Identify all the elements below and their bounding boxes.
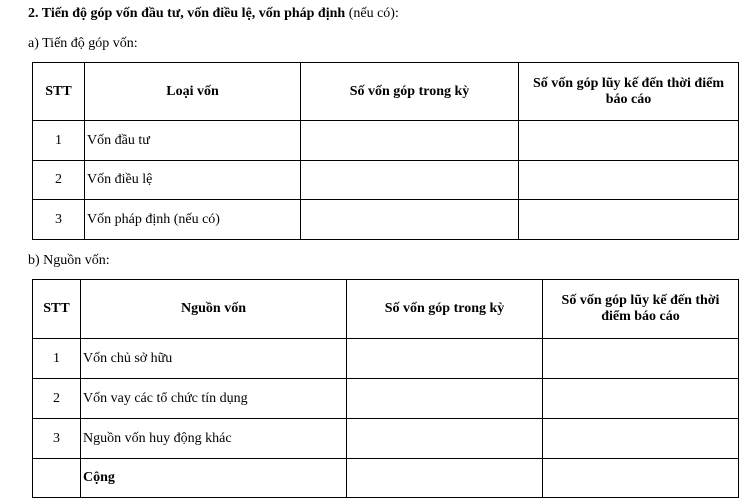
table-row — [33, 161, 739, 200]
column-header-cumulative-contributed: Số vốn góp lũy kế đến thời điểm báo cáo — [519, 63, 739, 121]
cell-cumulative-contributed[interactable] — [543, 379, 739, 419]
column-header-capital-source: Nguồn vốn — [81, 280, 347, 339]
row-name: Vốn pháp định (nếu có) — [85, 200, 301, 240]
cell-cumulative-contributed[interactable] — [519, 121, 739, 161]
cell-cumulative-contributed[interactable] — [519, 200, 739, 240]
cell-contributed-in-period[interactable] — [347, 379, 543, 419]
table-header-row — [33, 280, 739, 339]
table-total-row — [33, 459, 739, 498]
table-row — [33, 121, 739, 161]
cell-contributed-in-period-total[interactable] — [347, 459, 543, 498]
row-stt: 2 — [33, 379, 81, 419]
column-header-cumulative-contributed: Số vốn góp lũy kế đến thời điểm báo cáo — [543, 280, 739, 339]
capital-sources-table — [32, 279, 739, 498]
row-name: Vốn vay các tổ chức tín dụng — [81, 379, 347, 419]
section-heading-note: (nếu có): — [345, 6, 399, 21]
table-row — [33, 200, 739, 240]
capital-progress-table — [32, 62, 739, 240]
table-header-row — [33, 63, 739, 121]
subsection-a-label: a) Tiến độ góp vốn: — [28, 36, 138, 51]
cell-contributed-in-period[interactable] — [347, 419, 543, 459]
row-stt: 1 — [33, 339, 81, 379]
column-header-contributed-in-period: Số vốn góp trong kỳ — [301, 63, 519, 121]
table-row — [33, 419, 739, 459]
row-total-label: Cộng — [81, 459, 347, 498]
row-name: Vốn chủ sở hữu — [81, 339, 347, 379]
row-stt: 1 — [33, 121, 85, 161]
row-stt: 2 — [33, 161, 85, 200]
cell-contributed-in-period[interactable] — [301, 200, 519, 240]
column-header-stt: STT — [33, 280, 81, 339]
table-row — [33, 339, 739, 379]
cell-contributed-in-period[interactable] — [301, 121, 519, 161]
cell-contributed-in-period[interactable] — [301, 161, 519, 200]
column-header-capital-type: Loại vốn — [85, 63, 301, 121]
row-stt: 3 — [33, 419, 81, 459]
section-heading — [28, 6, 399, 22]
cell-contributed-in-period[interactable] — [347, 339, 543, 379]
row-name: Vốn điều lệ — [85, 161, 301, 200]
row-stt — [33, 459, 81, 498]
subsection-b-label: b) Nguồn vốn: — [28, 253, 110, 268]
cell-cumulative-contributed[interactable] — [543, 339, 739, 379]
row-stt: 3 — [33, 200, 85, 240]
cell-cumulative-contributed[interactable] — [519, 161, 739, 200]
table-row — [33, 379, 739, 419]
cell-cumulative-contributed-total[interactable] — [543, 459, 739, 498]
section-heading-bold: 2. Tiến độ góp vốn đầu tư, vốn điều lệ, vốn pháp định — [28, 6, 346, 21]
column-header-contributed-in-period: Số vốn góp trong kỳ — [347, 280, 543, 339]
row-name: Vốn đầu tư — [85, 121, 301, 161]
cell-cumulative-contributed[interactable] — [543, 419, 739, 459]
row-name: Nguồn vốn huy động khác — [81, 419, 347, 459]
column-header-stt: STT — [33, 63, 85, 121]
